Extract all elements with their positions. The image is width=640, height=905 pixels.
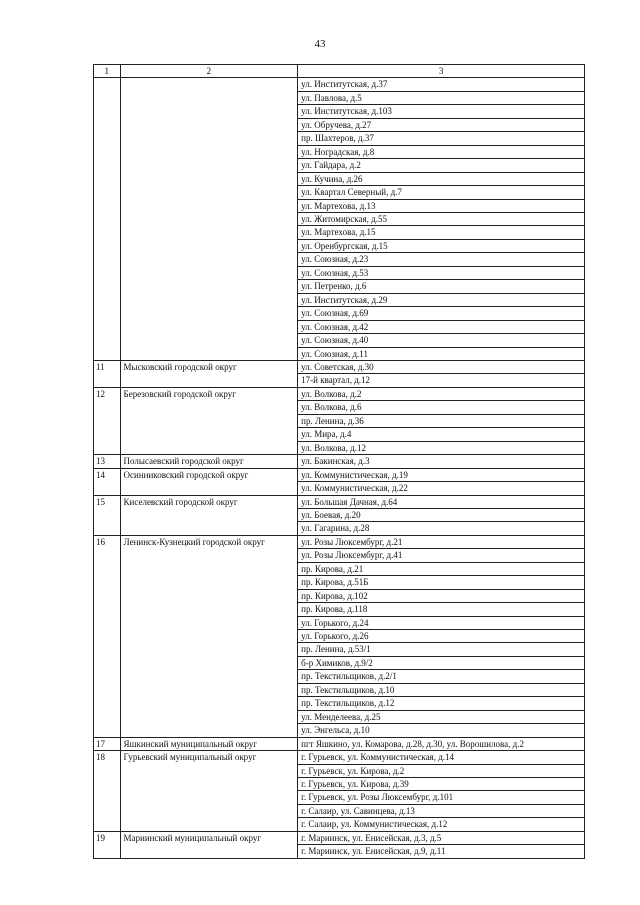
group-number: 14 bbox=[94, 468, 121, 495]
address-cell: г. Салаир, ул. Савинцева, д.13 bbox=[298, 804, 585, 817]
address-cell: ул. Боевая, д.20 bbox=[298, 508, 585, 521]
address-cell: г. Мариинск, ул. Енисейская, д.9, д.11 bbox=[298, 845, 585, 858]
address-cell: г. Мариинск, ул. Енисейская, д.3, д.5 bbox=[298, 831, 585, 844]
address-cell: ул. Волкова, д.6 bbox=[298, 401, 585, 414]
address-cell: ул. Розы Люксембург, д.21 bbox=[298, 535, 585, 548]
address-cell: ул. Коммунистическая, д.19 bbox=[298, 468, 585, 481]
address-cell: пр. Кирова, д.21 bbox=[298, 562, 585, 575]
address-cell: ул. Горького, д.26 bbox=[298, 630, 585, 643]
address-cell: ул. Мартехова, д.15 bbox=[298, 226, 585, 239]
table-row bbox=[94, 387, 585, 400]
group-number: 12 bbox=[94, 387, 121, 454]
address-cell: ул. Павлова, д.5 bbox=[298, 91, 585, 104]
address-cell: ул. Институтская, д.29 bbox=[298, 293, 585, 306]
table-row bbox=[94, 751, 585, 764]
address-cell: ул. Горького, д.24 bbox=[298, 616, 585, 629]
address-cell: г. Гурьевск, ул. Кирова, д.2 bbox=[298, 764, 585, 777]
municipality-name: Мариинский муниципальный округ bbox=[120, 831, 298, 858]
municipality-name bbox=[120, 78, 298, 361]
address-cell: ул. Гайдара, д.2 bbox=[298, 159, 585, 172]
municipality-name: Осинниковский городской округ bbox=[120, 468, 298, 495]
table-row bbox=[94, 535, 585, 548]
address-cell: ул. Ноградская, д.8 bbox=[298, 145, 585, 158]
address-cell: пгт Яшкино, ул. Комарова, д.28, д.30, ул. Ворошилова, д.2 bbox=[298, 737, 585, 750]
address-cell: ул. Союзная, д.11 bbox=[298, 347, 585, 360]
address-cell: ул. Бакинская, д.3 bbox=[298, 455, 585, 468]
address-cell: ул. Энгельса, д.10 bbox=[298, 724, 585, 737]
address-cell: ул. Большая Дачная, д.64 bbox=[298, 495, 585, 508]
address-cell: ул. Петренко, д.6 bbox=[298, 280, 585, 293]
group-number: 17 bbox=[94, 737, 121, 750]
header-col-1: 1 bbox=[94, 65, 121, 78]
address-cell: пр. Шахтеров, д.37 bbox=[298, 132, 585, 145]
address-cell: пр. Текстильщиков, д.2/1 bbox=[298, 670, 585, 683]
header-col-3: 3 bbox=[298, 65, 585, 78]
table-row bbox=[94, 78, 585, 91]
address-cell: ул. Союзная, д.42 bbox=[298, 320, 585, 333]
address-cell: ул. Квартал Северный, д.7 bbox=[298, 186, 585, 199]
municipality-name: Гурьевский муниципальный округ bbox=[120, 751, 298, 832]
group-number: 18 bbox=[94, 751, 121, 832]
address-cell: ул. Волкова, д.2 bbox=[298, 387, 585, 400]
header-col-2: 2 bbox=[120, 65, 298, 78]
address-cell: пр. Ленина, д.36 bbox=[298, 414, 585, 427]
group-number bbox=[94, 78, 121, 361]
address-cell: г. Салаир, ул. Коммунистическая, д.12 bbox=[298, 818, 585, 831]
address-cell: пр. Кирова, д.118 bbox=[298, 603, 585, 616]
address-cell: ул. Союзная, д.69 bbox=[298, 307, 585, 320]
table-row bbox=[94, 495, 585, 508]
address-cell: ул. Кучина, д.26 bbox=[298, 172, 585, 185]
address-cell: пр. Кирова, д.102 bbox=[298, 589, 585, 602]
municipality-name: Ленинск-Кузнецкий городской округ bbox=[120, 535, 298, 737]
address-cell: пр. Ленина, д.53/1 bbox=[298, 643, 585, 656]
table-body bbox=[94, 65, 585, 859]
group-number: 13 bbox=[94, 455, 121, 468]
table-row bbox=[94, 360, 585, 373]
group-number: 15 bbox=[94, 495, 121, 535]
address-cell: ул. Коммунистическая, д.22 bbox=[298, 482, 585, 495]
municipality-name: Яшкинский муниципальный округ bbox=[120, 737, 298, 750]
group-number: 16 bbox=[94, 535, 121, 737]
header-row bbox=[94, 65, 585, 78]
table-row bbox=[94, 455, 585, 468]
address-cell: пр. Текстильщиков, д.10 bbox=[298, 683, 585, 696]
address-cell: пр. Текстильщиков, д.12 bbox=[298, 697, 585, 710]
address-cell: г. Гурьевск, ул. Коммунистическая, д.14 bbox=[298, 751, 585, 764]
address-cell: ул. Житомирская, д.55 bbox=[298, 212, 585, 225]
municipality-name: Мысковский городской округ bbox=[120, 360, 298, 387]
municipality-name: Полысаевский городской округ bbox=[120, 455, 298, 468]
address-cell: ул. Мира, д.4 bbox=[298, 428, 585, 441]
address-cell: ул. Институтская, д.103 bbox=[298, 105, 585, 118]
address-cell: ул. Оренбургская, д.15 bbox=[298, 239, 585, 252]
address-cell: ул. Волкова, д.12 bbox=[298, 441, 585, 454]
addresses-table bbox=[93, 64, 585, 859]
address-cell: ул. Союзная, д.23 bbox=[298, 253, 585, 266]
group-number: 11 bbox=[94, 360, 121, 387]
address-cell: ул. Розы Люксембург, д.41 bbox=[298, 549, 585, 562]
address-cell: ул. Гагарина, д.28 bbox=[298, 522, 585, 535]
municipality-name: Березовский городской округ bbox=[120, 387, 298, 454]
table-row bbox=[94, 468, 585, 481]
address-cell: ул. Менделеева, д.25 bbox=[298, 710, 585, 723]
address-cell: ул. Обручева, д.27 bbox=[298, 118, 585, 131]
address-cell: ул. Союзная, д.53 bbox=[298, 266, 585, 279]
address-cell: ул. Мартехова, д.13 bbox=[298, 199, 585, 212]
group-number: 19 bbox=[94, 831, 121, 858]
address-cell: ул. Институтская, д.37 bbox=[298, 78, 585, 91]
address-cell: ул. Союзная, д.40 bbox=[298, 334, 585, 347]
address-cell: г. Гурьевск, ул. Кирова, д.39 bbox=[298, 778, 585, 791]
table-row bbox=[94, 831, 585, 844]
address-cell: 17-й квартал, д.12 bbox=[298, 374, 585, 387]
table-row bbox=[94, 737, 585, 750]
address-cell: г. Гурьевск, ул. Розы Люксембург, д.101 bbox=[298, 791, 585, 804]
address-cell: ул. Советская, д.30 bbox=[298, 360, 585, 373]
page-number: 43 bbox=[314, 38, 326, 50]
municipality-name: Киселевский городской округ bbox=[120, 495, 298, 535]
address-cell: пр. Кирова, д.51Б bbox=[298, 576, 585, 589]
address-cell: б-р Химиков, д.9/2 bbox=[298, 656, 585, 669]
